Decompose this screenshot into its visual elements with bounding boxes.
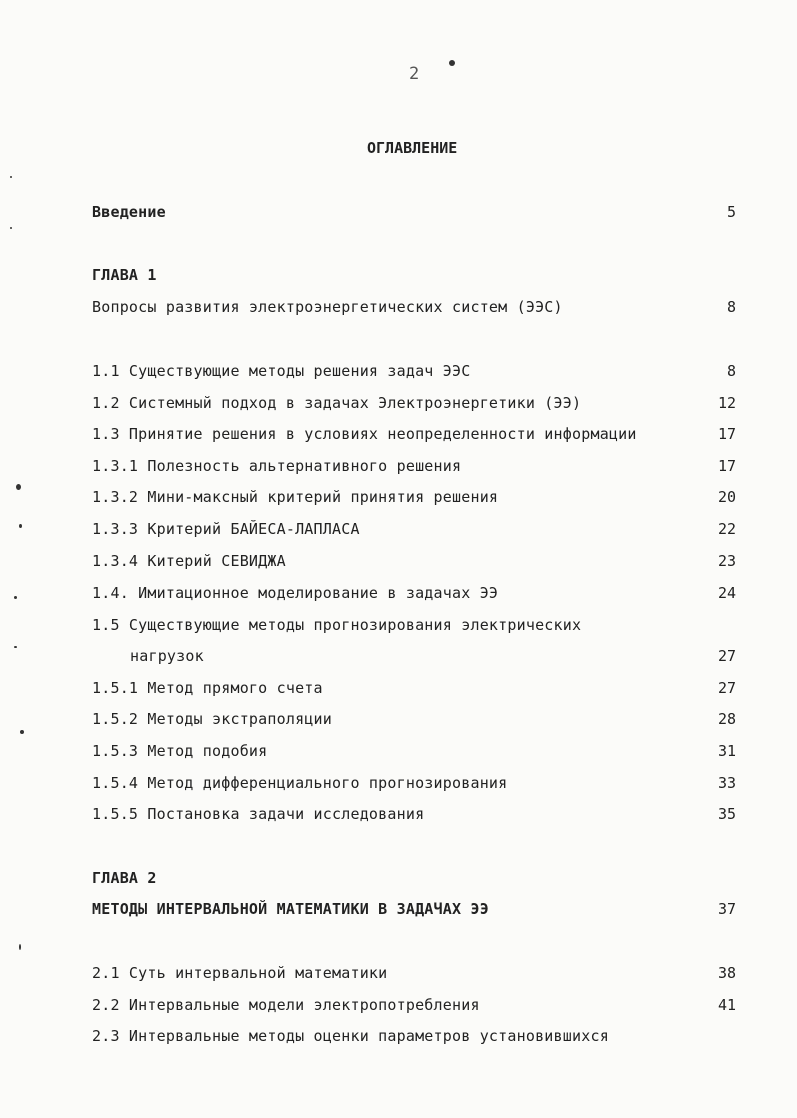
scan-speck	[16, 484, 21, 490]
toc-entry-text: 2.2 Интервальные модели электропотребления	[92, 996, 480, 1014]
toc-entry-page: 22	[717, 520, 736, 538]
chapter-title: Вопросы развития электроэнергетических систем (ЭЭС)	[92, 298, 563, 316]
toc-entry-page: 24	[717, 584, 736, 602]
scan-speck	[19, 944, 21, 950]
toc-entry-page: 31	[717, 742, 736, 760]
toc-entry-text: 1.1 Существующие методы решения задач ЭЭС	[92, 362, 471, 380]
page-title: ОГЛАВЛЕНИЕ	[367, 139, 458, 157]
toc-entry-page: 20	[717, 488, 736, 506]
toc-entry-page: 5	[726, 203, 736, 221]
page-number: 2	[409, 64, 420, 84]
scan-speck	[14, 596, 17, 599]
toc-entry-page: 27	[717, 679, 736, 697]
toc-entry-text: 1.3.3 Критерий БАЙЕСА-ЛАПЛАСА	[92, 520, 360, 538]
toc-entry-page: 8	[726, 298, 736, 316]
scan-speck	[14, 646, 17, 648]
chapter-title: МЕТОДЫ ИНТЕРВАЛЬНОЙ МАТЕМАТИКИ В ЗАДАЧАХ ЭЭ	[92, 900, 489, 918]
toc-entry-page: 27	[717, 647, 736, 665]
toc-entry-text: 1.3.2 Мини-максный критерий принятия решения	[92, 488, 499, 506]
toc-entry-page: 41	[717, 996, 736, 1014]
toc-entry-text: 2.1 Суть интервальной математики	[92, 964, 388, 982]
chapter-label: ГЛАВА 2	[92, 869, 157, 887]
toc-entry-text: 1.5.4 Метод дифференциального прогнозирования	[92, 774, 508, 792]
toc-entry-page: 12	[717, 394, 736, 412]
toc-entry-text: 1.4. Имитационное моделирование в задачах ЭЭ	[92, 584, 499, 602]
toc-entry-text: 1.3.1 Полезность альтернативного решения	[92, 457, 462, 475]
toc-entry-text: нагрузок	[130, 647, 204, 665]
toc-entry-text: 1.3.4 Китерий СЕВИДЖА	[92, 552, 286, 570]
toc-entry-text: Введение	[92, 203, 166, 221]
toc-entry-text: 1.5 Существующие методы прогнозирования электрических	[92, 616, 582, 634]
toc-entry-page: 38	[717, 964, 736, 982]
toc-entry-page: 33	[717, 774, 736, 792]
toc-entry-page: 28	[717, 710, 736, 728]
toc-entry-text: 1.5.1 Метод прямого счета	[92, 679, 323, 697]
scan-speck	[19, 524, 22, 528]
toc-entry-text: 1.5.2 Методы экстраполяции	[92, 710, 332, 728]
toc-entry-text: 1.5.3 Метод подобия	[92, 742, 268, 760]
toc-entry-page: 35	[717, 805, 736, 823]
toc-entry-page: 23	[717, 552, 736, 570]
toc-entry-page: 17	[717, 425, 736, 443]
toc-entry-page: 37	[717, 900, 736, 918]
scan-speck	[10, 227, 12, 229]
chapter-label: ГЛАВА 1	[92, 266, 157, 284]
toc-entry-text: 1.2 Системный подход в задачах Электроэнергетики (ЭЭ)	[92, 394, 582, 412]
scan-speck	[10, 176, 12, 178]
speck	[449, 60, 455, 66]
toc-entry-page: 8	[726, 362, 736, 380]
toc-entry-text: 2.3 Интервальные методы оценки параметров установившихся	[92, 1027, 609, 1045]
toc-entry-page: 17	[717, 457, 736, 475]
scan-speck	[20, 730, 24, 734]
toc-entry-text: 1.5.5 Постановка задачи исследования	[92, 805, 425, 823]
toc-entry-text: 1.3 Принятие решения в условиях неопределенности информации	[92, 425, 637, 443]
